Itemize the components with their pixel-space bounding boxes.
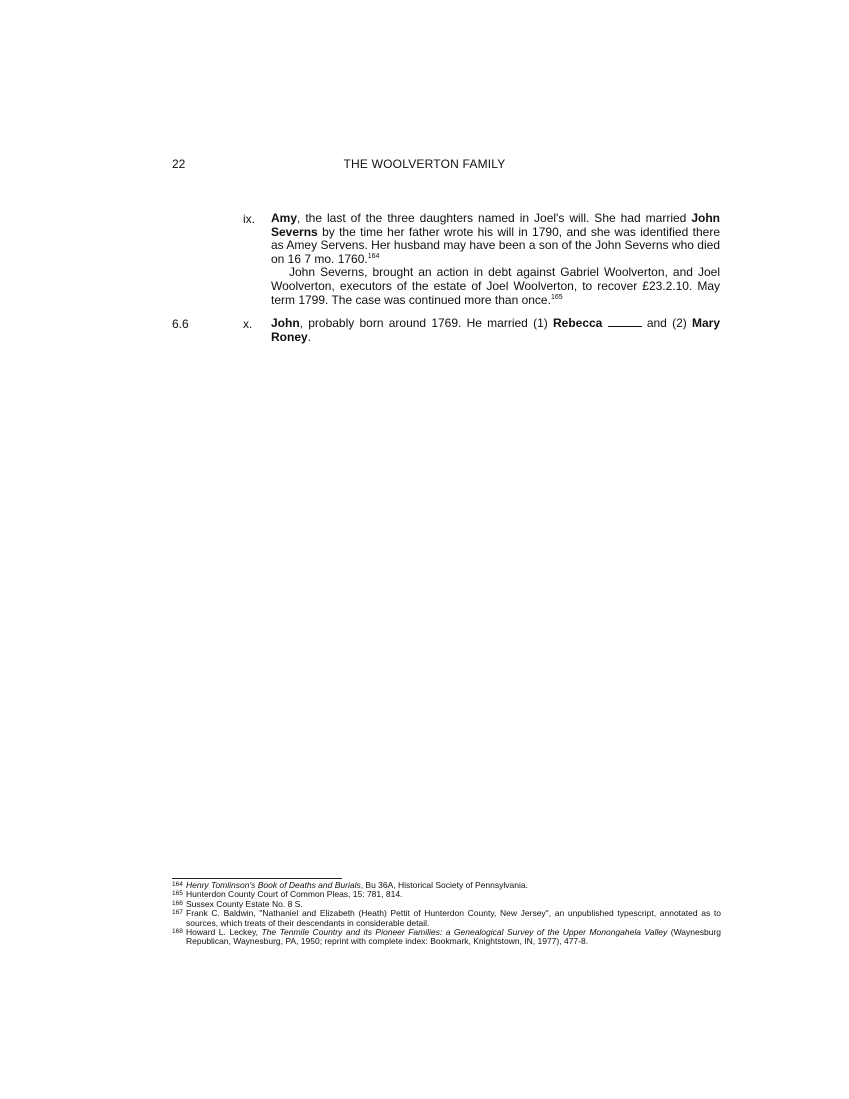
footnote-ref: 165 [550, 293, 563, 301]
footnote-text: , Bu 36A, Historical Society of Pennsylvania. [360, 880, 528, 890]
entry-number: 6.6 [172, 317, 189, 331]
entry-text-segment: John Severns, brought an action in debt against Gabriel Woolverton, and Joel Woolverton, executors of the estate of Joel Woolverton, to recover £23.2.10. May term 1799. The case was continued more than once. [271, 265, 720, 307]
footnote-number: 167 [172, 909, 183, 917]
page-number: 22 [172, 157, 186, 171]
footnote-number: 166 [172, 899, 183, 907]
running-head: THE WOOLVERTON FAMILY [343, 157, 506, 171]
spouse-name: Mary Roney [271, 316, 720, 344]
entry-paragraph [271, 266, 720, 307]
footnote [172, 928, 721, 947]
person-name: Amy [271, 211, 298, 225]
entry-text-segment: , the last of the three daughters named in Joel's will. She had married [297, 211, 692, 225]
footnote-text: Hunterdon County Court of Common Pleas, 15: 781, 814. [186, 889, 403, 900]
footnote-text: Howard L. Leckey, [186, 927, 262, 938]
entry-text-segment: by the time her father wrote his will in 1790, and she was identified there as Amey Servens. Her husband may have been a son of the John Severns who died on 16 7 mo. 1760. [271, 224, 720, 266]
entry-text-segment: , probably born around 1769. He married (1) [299, 316, 553, 330]
blank-line [608, 317, 642, 327]
footnote-number: 164 [172, 881, 183, 888]
footnote-title: The Tenmile Country and its Pioneer Families: a Genealogical Survey of the Upper Monongahela Valley [261, 927, 668, 938]
entry-text-segment: . [307, 329, 312, 344]
footnotes [172, 881, 721, 947]
footnote-rule [172, 878, 342, 879]
spouse-name: John Severns [271, 211, 720, 239]
footnote-number: 168 [172, 928, 183, 936]
footnote-text: (Waynesburg Republican, Waynesburg, PA, 1950; reprint with complete index: Bookmark, Knightstown, IN, 1977), 477-8. [186, 927, 721, 947]
spouse-name: Rebecca [552, 316, 603, 330]
person-name: John [271, 316, 300, 330]
footnote-number: 165 [172, 890, 183, 898]
entry-roman: x. [243, 317, 253, 331]
entry-paragraph [271, 212, 720, 266]
entry-paragraph [271, 317, 720, 344]
footnote-ref: 164 [367, 252, 380, 260]
entry-text-segment: and (2) [641, 316, 692, 330]
footnote [172, 909, 721, 928]
entry-text [271, 212, 720, 307]
footnote-text: Frank C. Baldwin, "Nathaniel and Elizabeth (Heath) Pettit of Hunterdon County, New Jersey", an unpublished typescript, annotated as to sources, which treats of their descendants in considerable detail. [186, 908, 721, 928]
entry-roman: ix. [243, 212, 255, 226]
entry-text [271, 317, 720, 344]
footnote-text: Sussex County Estate No. 8 S. [186, 898, 303, 909]
footnote-title: Henry Tomlinson's Book of Deaths and Burials [186, 880, 361, 890]
